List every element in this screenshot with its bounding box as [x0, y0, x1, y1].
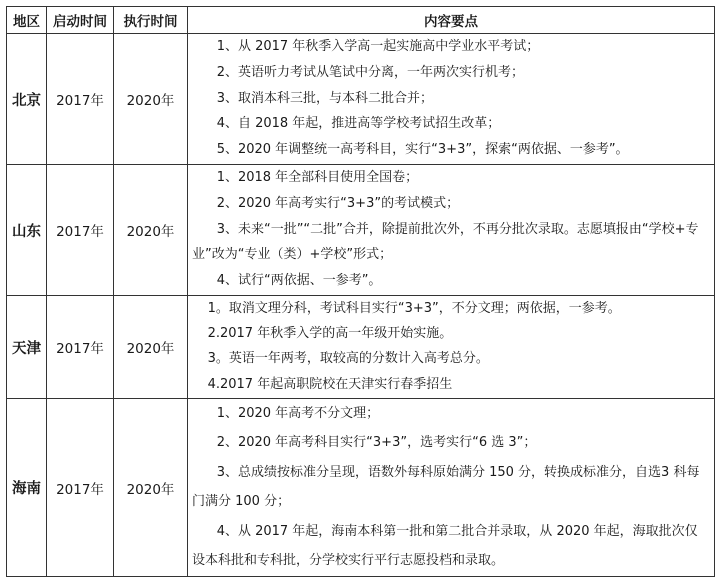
exec-year-cell: 2020年 [114, 296, 188, 399]
table-row [7, 399, 715, 577]
exec-year-cell: 2020年 [114, 399, 188, 577]
content-point: 4、试行“两依据、一参考”。 [216, 273, 382, 289]
reform-table [6, 6, 715, 577]
content-point: 1、从 2017 年秋季入学高一起实施高中学业水平考试； [216, 39, 540, 54]
exec-year-cell: 2020年 [114, 34, 188, 165]
start-year-cell: 2017年 [47, 399, 114, 577]
content-cell [188, 165, 715, 296]
content-point: 3。英语一年两考，取较高的分数计入高考总分。 [207, 351, 489, 367]
content-point: 1、2020 年高考不分文理； [216, 406, 380, 421]
table-row [7, 296, 715, 399]
start-year-cell: 2017年 [47, 296, 114, 399]
content-point: 3、未来“一批”“二批”合并，除提前批次外，不再分批次录取。志愿填报由“学校+专业”改为“专业（类）+学校”形式； [192, 221, 699, 263]
header-region: 地区 [7, 7, 47, 34]
table-row [7, 165, 715, 296]
content-point: 3、总成绩按标准分呈现，语数外每科原始满分 150 分，转换成标准分，自选3 科每门满分 100 分； [192, 464, 700, 510]
content-cell [188, 296, 715, 399]
exec-year-cell: 2020年 [114, 165, 188, 296]
content-point: 2、英语听力考试从笔试中分离，一年两次实行机考； [216, 64, 524, 80]
header-start-time: 启动时间 [47, 7, 114, 34]
start-year-cell: 2017年 [47, 165, 114, 296]
content-point: 4、自 2018 年起，推进高等学校考试招生改革； [216, 116, 501, 132]
table-row [7, 34, 715, 165]
header-content: 内容要点 [188, 7, 715, 34]
content-point: 2、2020 年高考实行“3+3”的考试模式； [216, 195, 460, 211]
content-point: 4、从 2017 年起，海南本科第一批和第二批合并录取，从 2020 年起，海取批次仅设本科批和专科批，分学校实行平行志愿投档和录取。 [192, 523, 698, 569]
content-cell [188, 34, 715, 165]
header-exec-time: 执行时间 [114, 7, 188, 34]
header-row [7, 7, 715, 34]
content-cell [188, 399, 715, 577]
content-point: 2、2020 年高考科目实行“3+3”，选考实行“6 选 3”； [216, 435, 537, 451]
content-point: 1、2018 年全部科目使用全国卷； [216, 170, 419, 185]
region-cell: 海南 [7, 399, 47, 577]
content-point: 2.2017 年秋季入学的高一年级开始实施。 [207, 326, 453, 342]
content-point: 3、取消本科三批，与本科二批合并； [216, 90, 433, 106]
region-cell: 山东 [7, 165, 47, 296]
region-cell: 北京 [7, 34, 47, 165]
content-point: 5、2020 年调整统一高考科目，实行“3+3”，探索“两依据、一参考”。 [216, 142, 629, 158]
content-point: 4.2017 年起高职院校在天津实行春季招生 [207, 376, 453, 392]
content-point: 1。取消文理分科，考试科目实行“3+3”，不分文理；两依据，一参考。 [207, 301, 621, 316]
start-year-cell: 2017年 [47, 34, 114, 165]
region-cell: 天津 [7, 296, 47, 399]
